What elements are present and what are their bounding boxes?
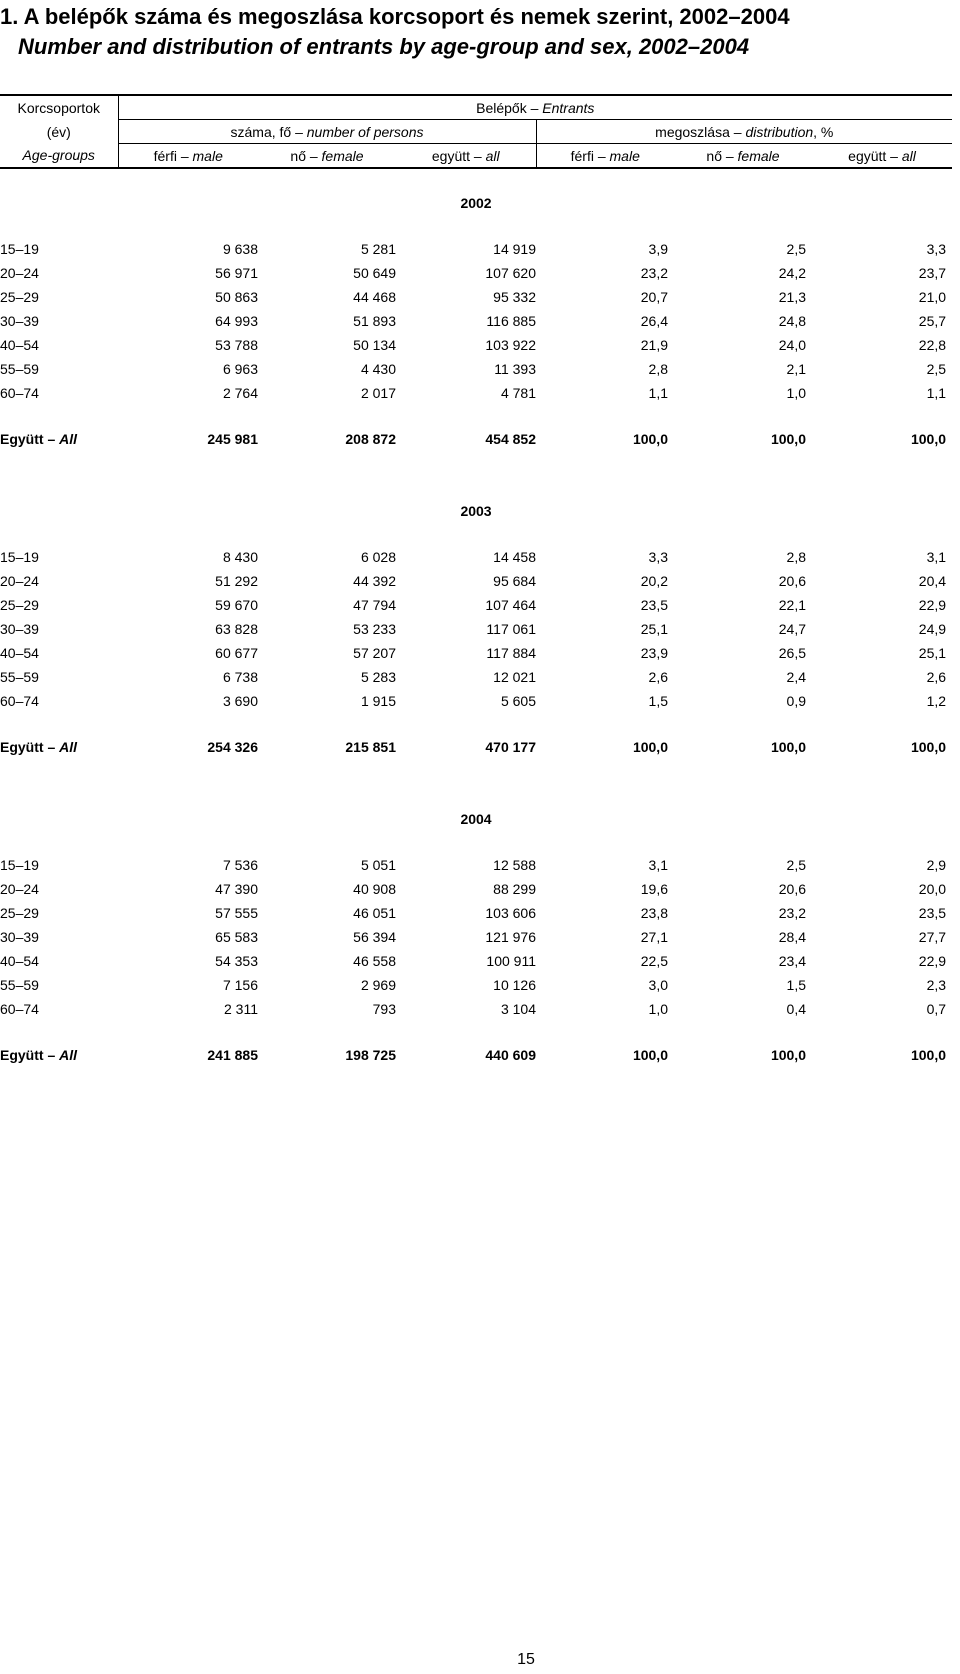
distribution-header-hu: megoszlása – bbox=[655, 123, 746, 140]
cell-female-count: 47 794 bbox=[353, 597, 396, 613]
cell-female-pct: 26,5 bbox=[778, 645, 806, 661]
title-english: Number and distribution of entrants by age-group and sex, 2002–2004 bbox=[18, 34, 750, 59]
total-female-count: 208 872 bbox=[345, 431, 396, 447]
cell-male-count: 9 638 bbox=[222, 241, 258, 257]
age-group-label: 60–74 bbox=[0, 1001, 39, 1017]
cell-female-count: 2 017 bbox=[360, 385, 396, 401]
cell-female-pct: 1,0 bbox=[786, 385, 806, 401]
cell-male-count: 8 430 bbox=[222, 549, 258, 565]
total-label-hu: Együtt – bbox=[0, 739, 60, 755]
cell-male-pct: 20,7 bbox=[640, 289, 668, 305]
cell-all-pct: 0,7 bbox=[926, 1001, 947, 1017]
table-row bbox=[0, 877, 952, 901]
table-row bbox=[0, 285, 952, 309]
cell-female-count: 46 051 bbox=[353, 905, 396, 921]
header-row-1 bbox=[0, 95, 952, 120]
spacer-cell bbox=[0, 215, 952, 237]
cell-male-count: 6 738 bbox=[222, 669, 258, 685]
spacer-cell bbox=[0, 1021, 952, 1043]
age-group-label: 15–19 bbox=[0, 857, 39, 873]
total-all-pct: 100,0 bbox=[910, 1047, 947, 1063]
cell-female-count: 5 281 bbox=[360, 241, 396, 257]
col-header-all-count bbox=[396, 144, 536, 169]
total-all-count: 440 609 bbox=[485, 1047, 536, 1063]
spacer-cell bbox=[0, 405, 952, 427]
cell-female-count: 5 051 bbox=[360, 857, 396, 873]
age-group-label: 60–74 bbox=[0, 693, 39, 709]
cell-all-count: 12 021 bbox=[493, 669, 536, 685]
count-header bbox=[118, 120, 536, 144]
cell-female-pct: 24,2 bbox=[778, 265, 806, 281]
age-group-label: 55–59 bbox=[0, 977, 39, 993]
cell-all-pct: 20,4 bbox=[918, 573, 947, 589]
table-body bbox=[0, 168, 952, 1067]
spacer-row bbox=[0, 1021, 952, 1043]
table-row bbox=[0, 309, 952, 333]
cell-male-count: 60 677 bbox=[215, 645, 258, 661]
age-group-label: 60–74 bbox=[0, 385, 39, 401]
cell-female-pct: 2,5 bbox=[786, 857, 806, 873]
cell-female-count: 51 893 bbox=[353, 313, 396, 329]
table-row bbox=[0, 617, 952, 641]
cell-all-count: 107 620 bbox=[485, 265, 536, 281]
cell-all-count: 116 885 bbox=[486, 313, 536, 329]
total-all-pct: 100,0 bbox=[910, 431, 947, 447]
spacer-row bbox=[0, 523, 952, 545]
age-group-label: 20–24 bbox=[0, 265, 39, 281]
cell-female-count: 53 233 bbox=[353, 621, 396, 637]
total-male-count: 254 326 bbox=[207, 739, 258, 755]
table-row bbox=[0, 261, 952, 285]
stub-header-en: Age-groups bbox=[22, 147, 95, 164]
total-female-count: 198 725 bbox=[345, 1047, 396, 1063]
cell-male-count: 2 311 bbox=[224, 1001, 258, 1017]
total-label-en: All bbox=[59, 1047, 78, 1063]
age-group-label: 25–29 bbox=[0, 905, 39, 921]
table-row bbox=[0, 901, 952, 925]
cell-female-count: 44 468 bbox=[353, 289, 396, 305]
age-group-label: 15–19 bbox=[0, 549, 39, 565]
age-group-label: 30–39 bbox=[0, 621, 39, 637]
cell-all-pct: 2,6 bbox=[926, 669, 947, 685]
cell-all-count: 3 104 bbox=[500, 1001, 536, 1017]
table-row bbox=[0, 357, 952, 381]
age-group-label: 30–39 bbox=[0, 929, 39, 945]
col-header-all-pct bbox=[812, 144, 952, 169]
total-male-count: 245 981 bbox=[207, 431, 258, 447]
cell-all-count: 100 911 bbox=[486, 953, 536, 969]
table-row bbox=[0, 689, 952, 713]
cell-all-pct: 2,3 bbox=[926, 977, 947, 993]
cell-all-pct: 23,7 bbox=[918, 265, 947, 281]
cell-female-count: 44 392 bbox=[353, 573, 396, 589]
col-header-female-pct bbox=[674, 144, 812, 169]
table-row bbox=[0, 973, 952, 997]
table-row bbox=[0, 641, 952, 665]
cell-male-pct: 27,1 bbox=[640, 929, 668, 945]
cell-female-pct: 23,4 bbox=[778, 953, 806, 969]
distribution-header-en: distribution bbox=[745, 123, 814, 140]
year-row bbox=[0, 191, 952, 215]
cell-male-count: 57 555 bbox=[215, 905, 258, 921]
cell-male-pct: 23,2 bbox=[640, 265, 668, 281]
col-header-hu: nő – bbox=[290, 147, 322, 164]
table-row bbox=[0, 237, 952, 261]
total-label-hu: Együtt – bbox=[0, 431, 60, 447]
cell-all-pct: 27,7 bbox=[918, 929, 947, 945]
cell-female-count: 46 558 bbox=[353, 953, 396, 969]
cell-all-pct: 1,1 bbox=[926, 385, 947, 401]
cell-all-pct: 22,8 bbox=[918, 337, 947, 353]
header-row-3 bbox=[0, 144, 952, 169]
cell-male-pct: 3,0 bbox=[648, 977, 668, 993]
spacer-row bbox=[0, 405, 952, 427]
title-hungarian: 1. A belépők száma és megoszlása korcsoport és nemek szerint, 2002–2004 bbox=[0, 4, 790, 29]
cell-all-count: 95 684 bbox=[493, 573, 536, 589]
age-group-label: 55–59 bbox=[0, 669, 39, 685]
spacer-row bbox=[0, 168, 952, 191]
cell-all-count: 117 061 bbox=[486, 621, 536, 637]
cell-all-count: 12 588 bbox=[493, 857, 536, 873]
age-group-label: 55–59 bbox=[0, 361, 39, 377]
cell-male-pct: 2,6 bbox=[648, 669, 668, 685]
cell-female-pct: 24,8 bbox=[778, 313, 806, 329]
cell-male-count: 51 292 bbox=[215, 573, 258, 589]
cell-all-count: 103 606 bbox=[485, 905, 536, 921]
age-group-label: 40–54 bbox=[0, 645, 39, 661]
cell-female-pct: 22,1 bbox=[778, 597, 806, 613]
age-group-label: 20–24 bbox=[0, 573, 39, 589]
cell-all-count: 4 781 bbox=[500, 385, 536, 401]
total-label bbox=[0, 1043, 118, 1067]
cell-all-count: 117 884 bbox=[486, 645, 536, 661]
cell-all-count: 14 458 bbox=[493, 549, 536, 565]
entrants-table bbox=[0, 94, 952, 1067]
cell-male-count: 65 583 bbox=[215, 929, 258, 945]
cell-female-count: 6 028 bbox=[360, 549, 396, 565]
total-male-count: 241 885 bbox=[207, 1047, 258, 1063]
total-male-pct: 100,0 bbox=[632, 1047, 668, 1063]
cell-male-pct: 23,9 bbox=[640, 645, 668, 661]
col-header-male-count bbox=[118, 144, 258, 169]
cell-male-pct: 23,8 bbox=[640, 905, 668, 921]
cell-male-pct: 3,3 bbox=[648, 549, 668, 565]
count-header-hu: száma, fő – bbox=[230, 123, 307, 140]
spacer-row bbox=[0, 215, 952, 237]
cell-female-count: 5 283 bbox=[360, 669, 396, 685]
year-row bbox=[0, 499, 952, 523]
table-row bbox=[0, 333, 952, 357]
cell-female-pct: 1,5 bbox=[786, 977, 806, 993]
spacer-cell bbox=[0, 831, 952, 853]
cell-female-pct: 21,3 bbox=[778, 289, 806, 305]
cell-all-pct: 25,1 bbox=[918, 645, 947, 661]
table-row bbox=[0, 665, 952, 689]
spacer-cell bbox=[0, 523, 952, 545]
year-heading: 2004 bbox=[460, 811, 492, 827]
total-female-pct: 100,0 bbox=[770, 431, 806, 447]
stub-header-line1: Korcsoportok bbox=[0, 95, 118, 120]
cell-all-count: 5 605 bbox=[500, 693, 536, 709]
cell-all-pct: 24,9 bbox=[918, 621, 947, 637]
cell-male-count: 50 863 bbox=[215, 289, 258, 305]
total-female-pct: 100,0 bbox=[770, 1047, 806, 1063]
cell-male-pct: 3,9 bbox=[648, 241, 668, 257]
cell-all-pct: 23,5 bbox=[918, 905, 947, 921]
cell-male-pct: 22,5 bbox=[640, 953, 668, 969]
cell-all-pct: 3,1 bbox=[926, 549, 947, 565]
cell-all-pct: 2,9 bbox=[926, 857, 947, 873]
col-header-en: all bbox=[485, 147, 500, 164]
col-header-hu: együtt – bbox=[431, 147, 486, 164]
col-header-male-pct bbox=[536, 144, 674, 169]
cell-female-count: 793 bbox=[372, 1001, 396, 1017]
spacer-row bbox=[0, 451, 952, 499]
cell-female-pct: 23,2 bbox=[778, 905, 806, 921]
cell-female-pct: 28,4 bbox=[778, 929, 806, 945]
total-male-pct: 100,0 bbox=[632, 739, 668, 755]
cell-female-pct: 24,0 bbox=[778, 337, 806, 353]
col-header-en: female bbox=[737, 147, 780, 164]
distribution-header-unit: , % bbox=[813, 123, 834, 140]
cell-male-count: 53 788 bbox=[215, 337, 258, 353]
cell-all-pct: 22,9 bbox=[918, 953, 947, 969]
age-group-label: 30–39 bbox=[0, 313, 39, 329]
cell-female-pct: 2,8 bbox=[786, 549, 806, 565]
cell-male-count: 64 993 bbox=[215, 313, 258, 329]
cell-female-pct: 20,6 bbox=[778, 573, 806, 589]
table-title bbox=[0, 2, 960, 62]
cell-male-pct: 1,5 bbox=[648, 693, 668, 709]
cell-all-pct: 3,3 bbox=[926, 241, 947, 257]
year-heading: 2002 bbox=[460, 195, 492, 211]
cell-all-count: 10 126 bbox=[493, 977, 536, 993]
col-header-en: all bbox=[901, 147, 916, 164]
table-row bbox=[0, 381, 952, 405]
total-male-pct: 100,0 bbox=[632, 431, 668, 447]
cell-male-pct: 23,5 bbox=[640, 597, 668, 613]
cell-female-count: 56 394 bbox=[353, 929, 396, 945]
table-row bbox=[0, 853, 952, 877]
cell-male-pct: 3,1 bbox=[648, 857, 668, 873]
total-all-pct: 100,0 bbox=[910, 739, 947, 755]
cell-all-count: 11 393 bbox=[494, 361, 536, 377]
cell-male-pct: 1,1 bbox=[648, 385, 668, 401]
cell-male-count: 3 690 bbox=[222, 693, 258, 709]
cell-female-pct: 24,7 bbox=[778, 621, 806, 637]
cell-male-pct: 2,8 bbox=[648, 361, 668, 377]
spacer-cell bbox=[0, 713, 952, 735]
total-label-hu: Együtt – bbox=[0, 1047, 60, 1063]
stub-header-line2: (év) bbox=[0, 120, 118, 144]
table-row bbox=[0, 949, 952, 973]
cell-male-pct: 1,0 bbox=[648, 1001, 668, 1017]
cell-male-count: 7 536 bbox=[222, 857, 258, 873]
table-row bbox=[0, 569, 952, 593]
distribution-header bbox=[536, 120, 952, 144]
col-header-hu: nő – bbox=[706, 147, 738, 164]
cell-all-count: 103 922 bbox=[485, 337, 536, 353]
total-female-pct: 100,0 bbox=[770, 739, 806, 755]
total-label-en: All bbox=[59, 739, 78, 755]
cell-female-count: 1 915 bbox=[360, 693, 396, 709]
cell-all-count: 88 299 bbox=[493, 881, 536, 897]
entrants-header-en: Entrants bbox=[542, 99, 595, 116]
age-group-label: 20–24 bbox=[0, 881, 39, 897]
age-group-label: 40–54 bbox=[0, 953, 39, 969]
page-number: 15 bbox=[517, 1651, 535, 1668]
col-header-hu: együtt – bbox=[848, 147, 902, 164]
total-row bbox=[0, 1043, 952, 1067]
total-label bbox=[0, 427, 118, 451]
cell-female-count: 40 908 bbox=[353, 881, 396, 897]
cell-male-count: 56 971 bbox=[215, 265, 258, 281]
cell-all-count: 121 976 bbox=[485, 929, 536, 945]
cell-all-pct: 20,0 bbox=[918, 881, 947, 897]
col-header-en: male bbox=[192, 147, 223, 164]
cell-female-pct: 20,6 bbox=[778, 881, 806, 897]
table-row bbox=[0, 925, 952, 949]
header-row-2 bbox=[0, 120, 952, 144]
age-group-label: 25–29 bbox=[0, 289, 39, 305]
cell-male-count: 54 353 bbox=[215, 953, 258, 969]
cell-all-pct: 2,5 bbox=[926, 361, 947, 377]
table-header bbox=[0, 95, 952, 168]
year-row bbox=[0, 807, 952, 831]
cell-female-count: 50 649 bbox=[353, 265, 396, 281]
total-row bbox=[0, 735, 952, 759]
cell-female-count: 2 969 bbox=[360, 977, 396, 993]
cell-female-count: 4 430 bbox=[360, 361, 396, 377]
total-all-count: 470 177 bbox=[485, 739, 536, 755]
age-group-label: 15–19 bbox=[0, 241, 39, 257]
count-header-en: number of persons bbox=[306, 123, 424, 140]
spacer-row bbox=[0, 713, 952, 735]
cell-all-pct: 21,0 bbox=[918, 289, 947, 305]
total-label bbox=[0, 735, 118, 759]
cell-female-pct: 0,9 bbox=[786, 693, 806, 709]
cell-male-pct: 21,9 bbox=[640, 337, 668, 353]
age-group-label: 40–54 bbox=[0, 337, 39, 353]
cell-female-pct: 2,4 bbox=[786, 669, 806, 685]
col-header-en: male bbox=[609, 147, 640, 164]
stub-header-line3 bbox=[0, 144, 118, 169]
total-row bbox=[0, 427, 952, 451]
entrants-header-hu: Belépők – bbox=[476, 99, 543, 116]
col-header-hu: férfi – bbox=[153, 147, 193, 164]
spacer-row bbox=[0, 831, 952, 853]
cell-male-count: 47 390 bbox=[215, 881, 258, 897]
year-heading: 2003 bbox=[460, 503, 492, 519]
col-header-female-count bbox=[258, 144, 396, 169]
cell-male-pct: 25,1 bbox=[640, 621, 668, 637]
cell-all-count: 14 919 bbox=[493, 241, 536, 257]
total-label-en: All bbox=[59, 431, 78, 447]
spacer-row bbox=[0, 759, 952, 807]
cell-male-count: 6 963 bbox=[222, 361, 258, 377]
cell-female-pct: 0,4 bbox=[786, 1001, 806, 1017]
spacer-cell bbox=[0, 451, 952, 499]
col-header-hu: férfi – bbox=[570, 147, 610, 164]
cell-male-count: 63 828 bbox=[215, 621, 258, 637]
cell-female-pct: 2,1 bbox=[786, 361, 806, 377]
total-all-count: 454 852 bbox=[485, 431, 536, 447]
cell-male-count: 59 670 bbox=[215, 597, 258, 613]
spacer-cell bbox=[0, 759, 952, 807]
cell-all-pct: 25,7 bbox=[918, 313, 947, 329]
cell-male-pct: 19,6 bbox=[640, 881, 668, 897]
table-row bbox=[0, 545, 952, 569]
age-group-label: 25–29 bbox=[0, 597, 39, 613]
cell-all-count: 95 332 bbox=[493, 289, 536, 305]
cell-male-count: 2 764 bbox=[222, 385, 258, 401]
cell-all-count: 107 464 bbox=[485, 597, 536, 613]
cell-all-pct: 22,9 bbox=[918, 597, 947, 613]
table-row bbox=[0, 997, 952, 1021]
cell-female-pct: 2,5 bbox=[786, 241, 806, 257]
table-row bbox=[0, 593, 952, 617]
cell-female-count: 50 134 bbox=[353, 337, 396, 353]
cell-male-count: 7 156 bbox=[222, 977, 258, 993]
cell-all-pct: 1,2 bbox=[926, 693, 947, 709]
col-header-en: female bbox=[321, 147, 364, 164]
total-female-count: 215 851 bbox=[345, 739, 396, 755]
spacer-cell bbox=[0, 168, 952, 191]
entrants-header bbox=[118, 95, 952, 120]
cell-male-pct: 20,2 bbox=[640, 573, 668, 589]
cell-female-count: 57 207 bbox=[353, 645, 396, 661]
cell-male-pct: 26,4 bbox=[640, 313, 668, 329]
